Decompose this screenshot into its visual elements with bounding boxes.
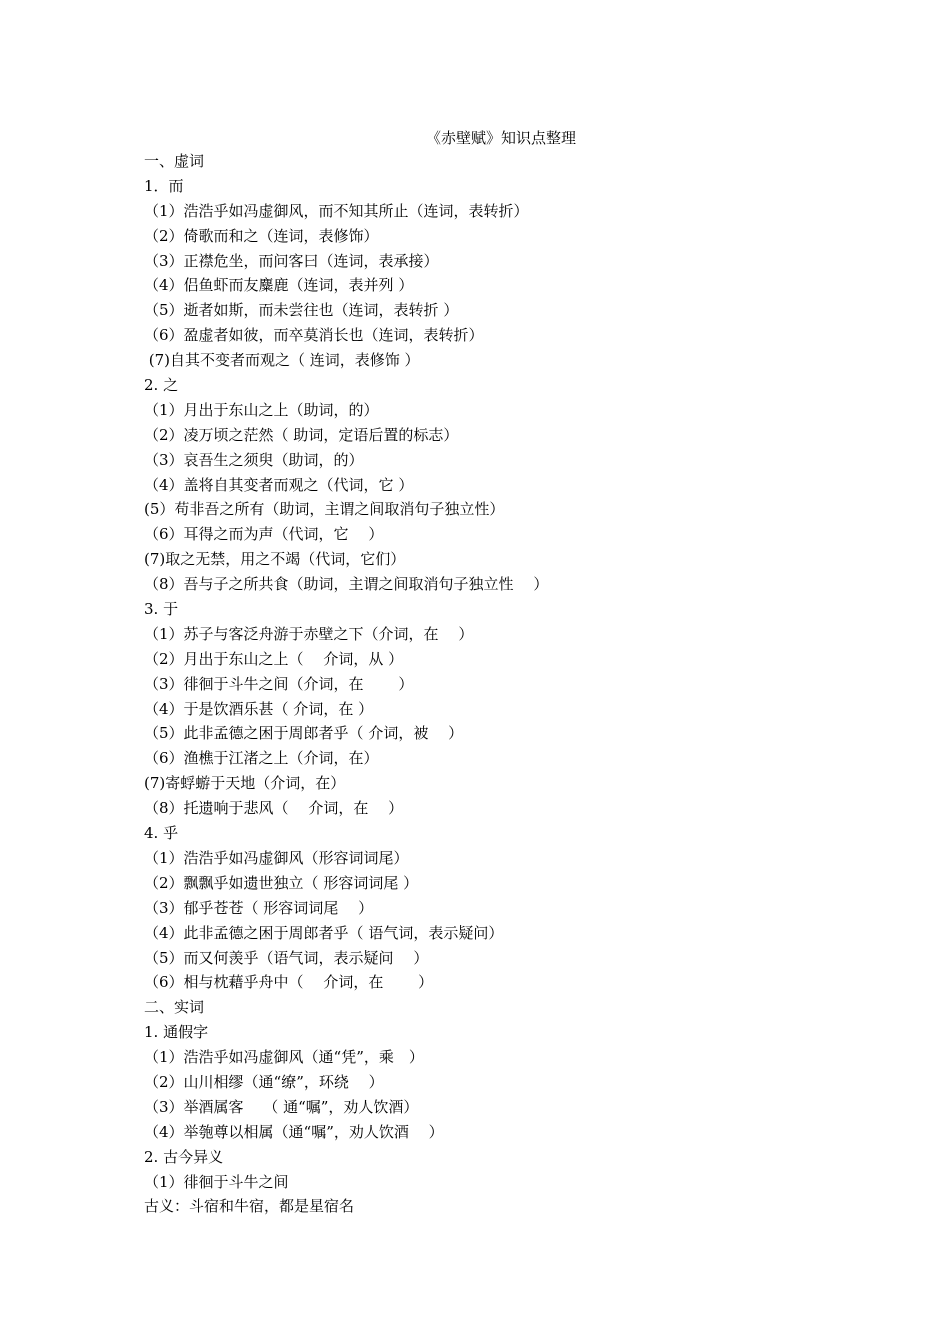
example-line: （6）盈虚者如彼，而卒莫消长也（连词，表转折） [144,326,484,345]
example-line: （1）浩浩乎如冯虚御风（通“凭”，乘 ） [144,1048,424,1067]
section-heading: 二、实词 [144,998,205,1017]
example-line: (7)自其不变者而观之（ 连词，表修饰 ） [144,351,420,370]
example-line: （6）耳得之而为声（代词，它 ） [144,525,384,544]
example-line: （4）举匏尊以相属（通“嘱”，劝人饮酒 ） [144,1122,444,1141]
example-line: （4）此非孟德之困于周郎者乎（ 语气词，表示疑问） [144,923,504,942]
subsection-heading: 1. 通假字 [144,1023,209,1042]
example-line: (7)取之无禁，用之不竭（代词，它们） [144,550,406,569]
example-line: （4）盖将自其变者而观之（代词，它 ） [144,475,414,494]
example-line: （4）侣鱼虾而友麋鹿（连词，表并列 ） [144,276,414,295]
example-line: （1）苏子与客泛舟游于赤壁之下（介词，在 ） [144,624,474,643]
example-line: （3）举酒属客 （ 通“嘱”，劝人饮酒） [144,1097,419,1116]
subsection-heading: 3. 于 [144,600,179,619]
example-line: （2）飘飘乎如遗世独立（ 形容词词尾 ） [144,873,419,892]
subsection-heading: 2. 之 [144,376,179,395]
example-line: （6）渔樵于江渚之上（介词，在） [144,749,379,768]
document-body [144,149,864,1219]
example-line: （2）凌万顷之茫然（ 助词，定语后置的标志） [144,425,459,444]
example-line: （5）逝者如斯，而未尝往也（连词，表转折 ） [144,301,459,320]
example-line: （2）月出于东山之上（ 介词，从 ） [144,649,404,668]
example-line: （6）相与枕藉乎舟中（ 介词，在 ） [144,973,434,992]
example-line: （5）而又何羡乎（语气词，表示疑问 ） [144,948,429,967]
example-line: （3）徘徊于斗牛之间（介词，在 ） [144,674,414,693]
example-line: （1）月出于东山之上（助词，的） [144,400,379,419]
example-line: （2）倚歌而和之（连词，表修饰） [144,226,379,245]
example-line: （2）山川相缪（通“缭”，环绕 ） [144,1072,384,1091]
example-line: （1）浩浩乎如冯虚御风，而不知其所止（连词，表转折） [144,201,529,220]
example-line: （3）哀吾生之须臾（助词，的） [144,450,364,469]
subsection-heading: 4. 乎 [144,824,179,843]
example-line: （1）徘徊于斗牛之间 [144,1172,289,1191]
example-line: (5）苟非吾之所有（助词，主谓之间取消句子独立性） [144,500,505,519]
example-line: （4）于是饮酒乐甚（ 介词，在 ） [144,699,374,718]
definition-line: 古义：斗宿和牛宿，都是星宿名 [144,1197,355,1216]
example-line: （8）吾与子之所共食（助词，主谓之间取消句子独立性 ） [144,575,549,594]
document-title: 《赤壁赋》知识点整理 [425,129,576,147]
example-line: (7)寄蜉蝣于天地（介词，在） [144,774,346,793]
section-heading: 一、虚词 [144,152,205,170]
example-line: （1）浩浩乎如冯虚御风（形容词词尾） [144,848,409,867]
subsection-heading: 2. 古今异义 [144,1147,224,1166]
example-line: （8）托遗响于悲风（ 介词，在 ） [144,799,404,818]
example-line: （3）郁乎苍苍（ 形容词词尾 ） [144,898,374,917]
subsection-heading: 1．而 [144,176,184,195]
example-line: （3）正襟危坐，而问客曰（连词，表承接） [144,251,439,270]
example-line: （5）此非孟德之困于周郎者乎（ 介词，被 ） [144,724,464,743]
